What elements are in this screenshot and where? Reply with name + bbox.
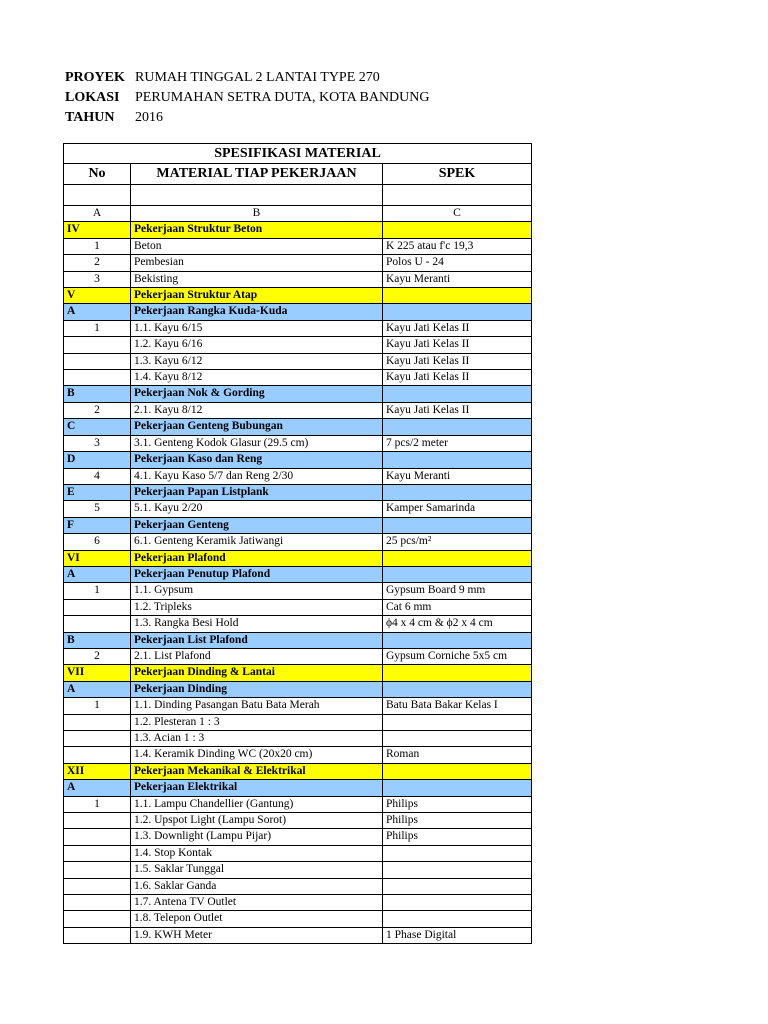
spec-cell <box>383 878 532 894</box>
no-cell: XII <box>64 763 131 779</box>
no-cell: 3 <box>64 271 131 287</box>
no-cell: A <box>64 304 131 320</box>
spec-cell: Polos U - 24 <box>383 255 532 271</box>
year-label: TAHUN <box>65 110 115 125</box>
table-row <box>64 862 532 878</box>
spec-cell <box>383 731 532 747</box>
spec-cell: Kayu Jati Kelas II <box>383 353 532 369</box>
table-row <box>64 435 532 451</box>
material-cell: Pekerjaan Dinding & Lantai <box>131 665 383 681</box>
table-row <box>64 829 532 845</box>
spec-cell: Philips <box>383 829 532 845</box>
table-row <box>64 255 532 271</box>
no-cell: IV <box>64 222 131 238</box>
table-row <box>64 468 532 484</box>
no-cell <box>64 599 131 615</box>
material-cell: 1.6. Saklar Ganda <box>131 878 383 894</box>
material-cell: 1.2. Upspot Light (Lampu Sorot) <box>131 813 383 829</box>
spec-cell <box>383 911 532 927</box>
material-cell: 3.1. Genteng Kodok Glasur (29.5 cm) <box>131 435 383 451</box>
location-row <box>65 88 430 108</box>
spec-cell <box>383 780 532 796</box>
spec-cell: Roman <box>383 747 532 763</box>
no-cell <box>64 895 131 911</box>
project-value: RUMAH TINGGAL 2 LANTAI TYPE 270 <box>135 70 380 85</box>
table-row <box>64 796 532 812</box>
material-cell: Pekerjaan Genteng <box>131 517 383 533</box>
column-letter-c: C <box>383 206 532 222</box>
table-row <box>64 534 532 550</box>
blank-cell <box>383 185 532 206</box>
spec-cell <box>383 566 532 582</box>
table-row <box>64 337 532 353</box>
blank-row <box>64 185 532 206</box>
no-cell <box>64 731 131 747</box>
column-header-material: MATERIAL TIAP PEKERJAAN <box>131 164 383 185</box>
table-title: SPESIFIKASI MATERIAL <box>64 144 532 164</box>
no-cell <box>64 337 131 353</box>
spec-cell <box>383 550 532 566</box>
no-cell: 2 <box>64 402 131 418</box>
table-title-row <box>64 144 532 164</box>
no-cell: 1 <box>64 238 131 254</box>
section-row <box>64 288 532 304</box>
no-cell: 6 <box>64 534 131 550</box>
section-row <box>64 222 532 238</box>
table-row <box>64 320 532 336</box>
table-row <box>64 353 532 369</box>
no-cell: D <box>64 452 131 468</box>
material-cell: 1.3. Rangka Besi Hold <box>131 616 383 632</box>
subsection-row <box>64 386 532 402</box>
spec-cell <box>383 763 532 779</box>
material-cell: 1.9. KWH Meter <box>131 927 383 943</box>
no-cell <box>64 878 131 894</box>
spec-cell: Cat 6 mm <box>383 599 532 615</box>
material-cell: 1.2. Plesteran 1 : 3 <box>131 714 383 730</box>
table-row <box>64 501 532 517</box>
material-cell: 1.1. Gypsum <box>131 583 383 599</box>
spec-cell <box>383 419 532 435</box>
material-cell: Pekerjaan Struktur Atap <box>131 288 383 304</box>
no-cell: 5 <box>64 501 131 517</box>
material-cell: 1.3. Kayu 6/12 <box>131 353 383 369</box>
section-row <box>64 763 532 779</box>
no-cell: A <box>64 780 131 796</box>
material-cell: Pekerjaan List Plafond <box>131 632 383 648</box>
material-cell: 1.4. Kayu 8/12 <box>131 370 383 386</box>
table-row <box>64 271 532 287</box>
table-body <box>64 222 532 944</box>
no-cell: A <box>64 681 131 697</box>
column-letter-b: B <box>131 206 383 222</box>
subsection-row <box>64 304 532 320</box>
subsection-row <box>64 566 532 582</box>
table-row <box>64 616 532 632</box>
material-cell: 1.2. Tripleks <box>131 599 383 615</box>
table-row <box>64 599 532 615</box>
no-cell <box>64 845 131 861</box>
table-row <box>64 238 532 254</box>
spec-cell: K 225 atau f'c 19,3 <box>383 238 532 254</box>
spec-cell: Kayu Jati Kelas II <box>383 337 532 353</box>
no-cell: B <box>64 386 131 402</box>
no-cell: 1 <box>64 320 131 336</box>
project-row <box>65 68 430 88</box>
table-row <box>64 813 532 829</box>
no-cell: V <box>64 288 131 304</box>
spec-cell <box>383 517 532 533</box>
spec-cell <box>383 845 532 861</box>
subsection-row <box>64 517 532 533</box>
table-row <box>64 648 532 664</box>
section-row <box>64 550 532 566</box>
spec-cell: Kamper Samarinda <box>383 501 532 517</box>
material-cell: Pekerjaan Genteng Bubungan <box>131 419 383 435</box>
material-cell: 5.1. Kayu 2/20 <box>131 501 383 517</box>
no-cell <box>64 747 131 763</box>
no-cell: VII <box>64 665 131 681</box>
year-row <box>65 108 430 128</box>
spec-cell: 7 pcs/2 meter <box>383 435 532 451</box>
material-cell: Bekisting <box>131 271 383 287</box>
no-cell <box>64 911 131 927</box>
spec-cell: Kayu Jati Kelas II <box>383 402 532 418</box>
spec-cell <box>383 632 532 648</box>
spec-cell: Philips <box>383 813 532 829</box>
project-label: PROYEK <box>65 70 125 85</box>
no-cell: 1 <box>64 796 131 812</box>
material-cell: Pekerjaan Papan Listplank <box>131 484 383 500</box>
material-cell: 1.4. Stop Kontak <box>131 845 383 861</box>
spec-cell <box>383 386 532 402</box>
material-cell: 1.4. Keramik Dinding WC (20x20 cm) <box>131 747 383 763</box>
material-cell: Pekerjaan Plafond <box>131 550 383 566</box>
subsection-row <box>64 419 532 435</box>
blank-cell <box>64 185 131 206</box>
material-cell: Beton <box>131 238 383 254</box>
subsection-row <box>64 632 532 648</box>
column-letter-row <box>64 206 532 222</box>
material-cell: 1.5. Saklar Tunggal <box>131 862 383 878</box>
material-cell: 2.1. List Plafond <box>131 648 383 664</box>
location-value: PERUMAHAN SETRA DUTA, KOTA BANDUNG <box>135 90 430 105</box>
spec-cell <box>383 452 532 468</box>
table-row <box>64 583 532 599</box>
table-row <box>64 895 532 911</box>
blank-cell <box>131 185 383 206</box>
spec-cell: 1 Phase Digital <box>383 927 532 943</box>
no-cell: 3 <box>64 435 131 451</box>
spec-cell <box>383 681 532 697</box>
material-cell: Pekerjaan Kaso dan Reng <box>131 452 383 468</box>
spec-cell: Kayu Meranti <box>383 271 532 287</box>
material-cell: Pekerjaan Struktur Beton <box>131 222 383 238</box>
no-cell: F <box>64 517 131 533</box>
spec-cell <box>383 288 532 304</box>
spec-cell <box>383 304 532 320</box>
spec-cell <box>383 862 532 878</box>
table-row <box>64 747 532 763</box>
table-row <box>64 878 532 894</box>
no-cell: C <box>64 419 131 435</box>
no-cell <box>64 353 131 369</box>
material-cell: Pekerjaan Dinding <box>131 681 383 697</box>
no-cell: VI <box>64 550 131 566</box>
material-cell: Pekerjaan Elektrikal <box>131 780 383 796</box>
subsection-row <box>64 484 532 500</box>
material-cell: 1.2. Kayu 6/16 <box>131 337 383 353</box>
spec-cell <box>383 895 532 911</box>
no-cell <box>64 813 131 829</box>
no-cell: A <box>64 566 131 582</box>
no-cell <box>64 829 131 845</box>
spec-cell: Gypsum Corniche 5x5 cm <box>383 648 532 664</box>
material-cell: 1.1. Kayu 6/15 <box>131 320 383 336</box>
column-header-row <box>64 164 532 185</box>
no-cell: 1 <box>64 698 131 714</box>
table-row <box>64 714 532 730</box>
table-row <box>64 927 532 943</box>
table-row <box>64 370 532 386</box>
no-cell: E <box>64 484 131 500</box>
spec-cell: 25 pcs/m² <box>383 534 532 550</box>
no-cell: 4 <box>64 468 131 484</box>
subsection-row <box>64 681 532 697</box>
spec-cell: Kayu Jati Kelas II <box>383 370 532 386</box>
column-header-no: No <box>64 164 131 185</box>
material-cell: 1.7. Antena TV Outlet <box>131 895 383 911</box>
material-cell: 1.1. Dinding Pasangan Batu Bata Merah <box>131 698 383 714</box>
subsection-row <box>64 452 532 468</box>
spec-cell <box>383 484 532 500</box>
no-cell: 2 <box>64 648 131 664</box>
material-cell: 1.3. Acian 1 : 3 <box>131 731 383 747</box>
spec-cell: Kayu Meranti <box>383 468 532 484</box>
location-label: LOKASI <box>65 90 120 105</box>
no-cell <box>64 927 131 943</box>
section-row <box>64 665 532 681</box>
material-cell: 6.1. Genteng Keramik Jatiwangi <box>131 534 383 550</box>
no-cell <box>64 616 131 632</box>
spec-cell <box>383 665 532 681</box>
spec-cell: Philips <box>383 796 532 812</box>
material-cell: 1.1. Lampu Chandellier (Gantung) <box>131 796 383 812</box>
material-cell: 2.1. Kayu 8/12 <box>131 402 383 418</box>
spec-cell <box>383 714 532 730</box>
material-cell: Pekerjaan Mekanikal & Elektrikal <box>131 763 383 779</box>
material-spec-table <box>63 143 532 944</box>
material-cell: Pembesian <box>131 255 383 271</box>
spec-cell <box>383 222 532 238</box>
column-header-spec: SPEK <box>383 164 532 185</box>
no-cell: 2 <box>64 255 131 271</box>
spec-cell: Kayu Jati Kelas II <box>383 320 532 336</box>
no-cell <box>64 862 131 878</box>
spec-cell: Gypsum Board 9 mm <box>383 583 532 599</box>
table-row <box>64 845 532 861</box>
no-cell: B <box>64 632 131 648</box>
no-cell: 1 <box>64 583 131 599</box>
material-cell: 4.1. Kayu Kaso 5/7 dan Reng 2/30 <box>131 468 383 484</box>
material-cell: Pekerjaan Nok & Gording <box>131 386 383 402</box>
no-cell <box>64 714 131 730</box>
material-cell: Pekerjaan Penutup Plafond <box>131 566 383 582</box>
column-letter-a: A <box>64 206 131 222</box>
spec-cell: ϕ4 x 4 cm & ϕ2 x 4 cm <box>383 616 532 632</box>
material-cell: Pekerjaan Rangka Kuda-Kuda <box>131 304 383 320</box>
project-header <box>65 68 430 128</box>
subsection-row <box>64 780 532 796</box>
table-row <box>64 731 532 747</box>
material-cell: 1.3. Downlight (Lampu Pijar) <box>131 829 383 845</box>
table-row <box>64 698 532 714</box>
spec-cell: Batu Bata Bakar Kelas I <box>383 698 532 714</box>
table-row <box>64 911 532 927</box>
table-row <box>64 402 532 418</box>
material-cell: 1.8. Telepon Outlet <box>131 911 383 927</box>
year-value: 2016 <box>135 110 163 125</box>
no-cell <box>64 370 131 386</box>
